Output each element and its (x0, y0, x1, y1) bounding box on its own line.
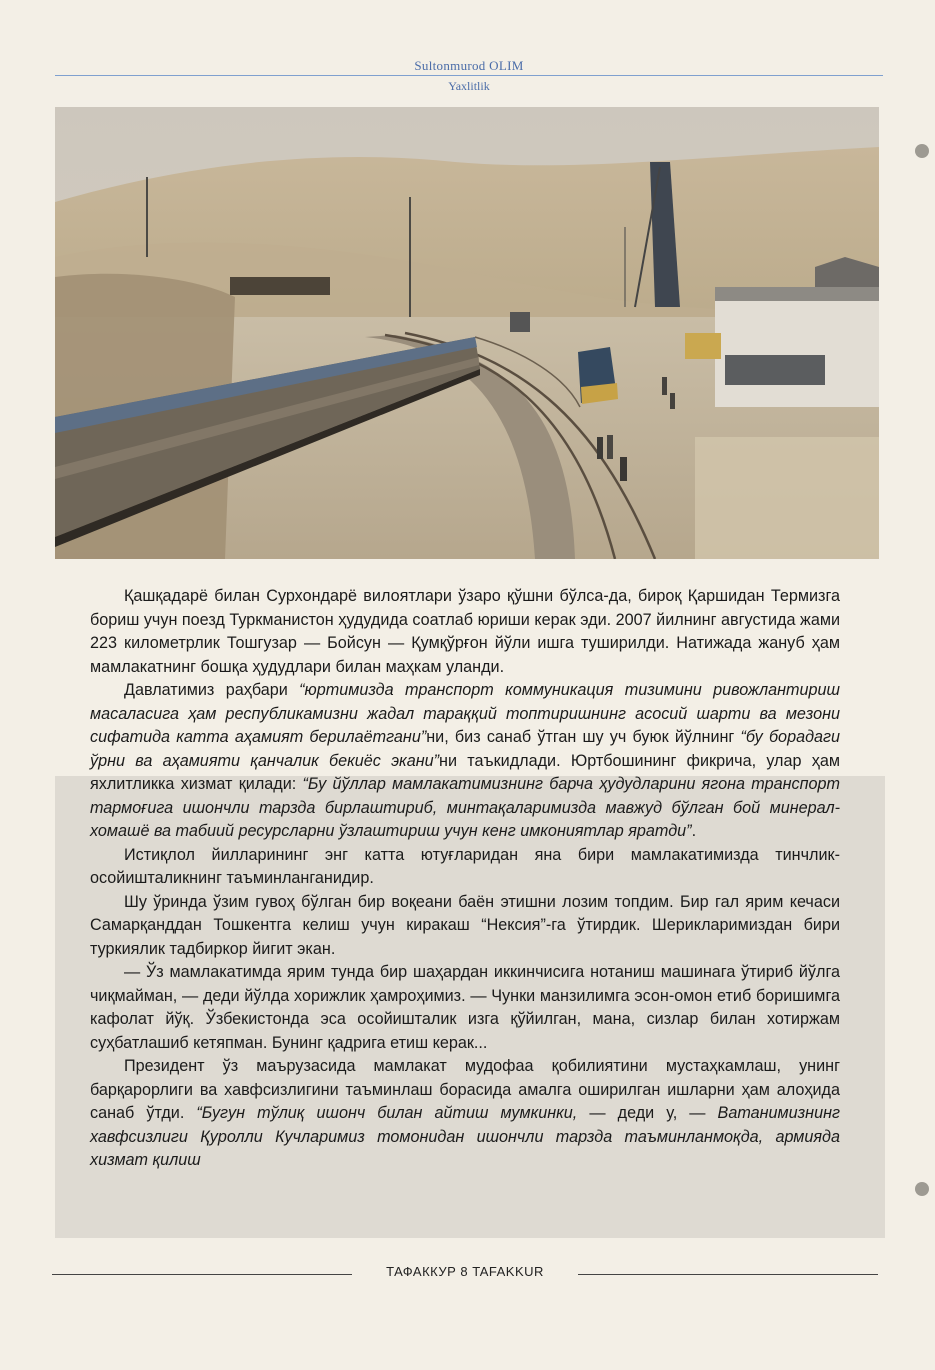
paragraph-2 (90, 679, 840, 844)
paragraph-4: Шу ўринда ўзим гувоҳ бўлган бир воқеани баён этишни лозим топдим. Бир гал ярим кечаси Самарқанддан Тошкентга келиш учун киракаш “Нексия”-га ўтирдик. Шерикларимиздан бири туркиялик тадбиркор йигит экан. (90, 892, 840, 958)
page-footer (52, 1262, 878, 1286)
header-subtitle: Yaxlitlik (448, 79, 490, 93)
binding-hole-bottom (915, 1182, 929, 1196)
header-rule (55, 75, 883, 76)
paragraph-6-quote-2: Ватанимизнинг хавфсизлиги Қуролли Кучларимиз томонидан ишончли тарзда таъминланмоқда, армияда хизмат қилиш (90, 1104, 840, 1169)
footer-rule-left (52, 1274, 352, 1275)
railway-photo (55, 107, 879, 559)
paragraph-6-quote-1: “Бугун тўлиқ ишонч билан айтиш мумкинки, (196, 1104, 578, 1122)
paragraph-6 (90, 1055, 840, 1173)
paragraph-6-text-c: — деди у, — (577, 1104, 718, 1122)
paragraph-2-quote-3: “Бу йўллар мамлакатимизнинг барча ҳудудларини ягона транспорт тармоғига ишончли тарзда бирлаштириб, минтақаларимизда мавжуд бўлган бой минерал-хомашё ва табиий ресурсларни ўзлаштириш учун кенг имкониятлар яратди” (90, 775, 840, 840)
footer-rule-right (578, 1274, 878, 1275)
paragraph-6-text-a: Президент ўз маърузасида мамлакат мудофаа қобилиятини мустаҳкамлаш, унинг барқарорлиги ва хавфсизлигини таъминлаш борасида амалга оширилган ишларни ҳам алоҳида санаб ўтди. (90, 1057, 840, 1122)
paragraph-1: Қашқадарё билан Сурхондарё вилоятлари ўзаро қўшни бўлса-да, бироқ Қаршидан Термизга бориш учун поезд Туркманистон ҳудудида соатлаб юриши керак эди. 2007 йилнинг августида жами 223 километрлик Тошгузар — Бойсун — Қумқўрғон йўли ишга туширилди. Натижада жануб ҳам мамлакатнинг бошқа ҳудудлари билан маҳкам уланди. (90, 587, 840, 676)
paragraph-2-text-c: ни, биз санаб ўтган шу уч буюк йўлнинг (426, 728, 741, 746)
paragraph-2-text-a: Давлатимиз раҳбари (124, 681, 300, 699)
paragraph-2-text-e: ни таъкидлади. Юртбошининг фикрича, улар ҳам яхлитликка хизмат қилади: (90, 751, 840, 793)
running-header (55, 58, 883, 94)
article-body (90, 585, 840, 1173)
header-author: Sultonmurod OLIM (414, 58, 524, 73)
footer-label: ТАФАККУР 8 TAFAKKUR (386, 1264, 544, 1279)
paragraph-2-quote-1: “юртимизда транспорт коммуникация тизимини ривожлантириш масаласига ҳам республикамизни жадал тараққий топтиришнинг асосий шарти ва мезони сифатида катта аҳамият берилаётгани” (90, 681, 840, 746)
paragraph-2-quote-2: “бу борадаги ўрни ва аҳамияти қанчалик бекиёс экани” (90, 728, 841, 770)
paragraph-2-text-g: . (691, 822, 697, 840)
paragraph-3: Истиқлол йилларининг энг катта ютуғларидан яна бири мамлакатимизда тинчлик-осойишталикнинг таъминланганидир. (90, 845, 840, 887)
paragraph-5: — Ўз мамлакатимда ярим тунда бир шаҳардан иккинчисига нотаниш машинага ўтириб йўлга чиқмайман, — деди йўлда хорижлик ҳамроҳимиз. — Чунки манзилимга эсон-омон етиб боришимга кафолат йўқ. Ўзбекистонда эса осойишталик изга қўйилган, мана, сизлар билан хотиржам суҳбатлашиб кетяпман. Бунинг қадрига етиш керак... (90, 963, 840, 1052)
binding-hole-top (915, 144, 929, 158)
